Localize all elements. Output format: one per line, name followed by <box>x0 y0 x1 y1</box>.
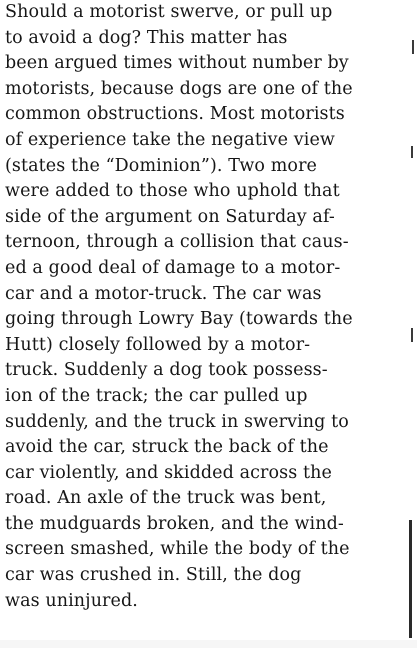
article-line: avoid the car, struck the back of the <box>5 437 329 458</box>
article-line: ed a good deal of damage to a motor- <box>5 257 341 278</box>
article-line: Hutt) closely followed by a motor- <box>5 334 311 355</box>
article-line: to avoid a dog? This matter has <box>5 27 288 48</box>
column-rule-mark <box>412 40 414 54</box>
article-line: was uninjured. <box>5 590 138 611</box>
article-line: going through Lowry Bay (towards the <box>5 309 353 330</box>
article-line: (states the “Dominion”). Two more <box>5 155 317 176</box>
article-line: the mudguards broken, and the wind- <box>5 513 344 534</box>
column-rule <box>409 520 412 638</box>
article-line: common obstructions. Most motorists <box>5 104 345 125</box>
column-rule-mark <box>411 328 413 342</box>
article-line: ternoon, through a collision that caus- <box>5 232 349 253</box>
article-line: car was crushed in. Still, the dog <box>5 565 302 586</box>
article-line: road. An axle of the truck was bent, <box>5 488 327 509</box>
scan-edge <box>0 640 417 648</box>
article-line: motorists, because dogs are one of the <box>5 78 353 99</box>
article-line: were added to those who uphold that <box>5 181 340 202</box>
column-rule-mark <box>411 146 413 158</box>
article-line: car and a motor-truck. The car was <box>5 283 322 304</box>
article-line: been argued times without number by <box>5 53 349 74</box>
article-line: truck. Suddenly a dog took possess- <box>5 360 328 381</box>
article-line: car violently, and skidded across the <box>5 462 332 483</box>
article-line: Should a motorist swerve, or pull up <box>5 2 333 22</box>
article-line: of experience take the negative view <box>5 129 335 150</box>
article-line: ion of the track; the car pulled up <box>5 385 308 406</box>
article-body <box>5 0 405 614</box>
article-line: suddenly, and the truck in swerving to <box>5 411 349 432</box>
article-line: screen smashed, while the body of the <box>5 539 350 560</box>
article-line: side of the argument on Saturday af- <box>5 206 335 227</box>
